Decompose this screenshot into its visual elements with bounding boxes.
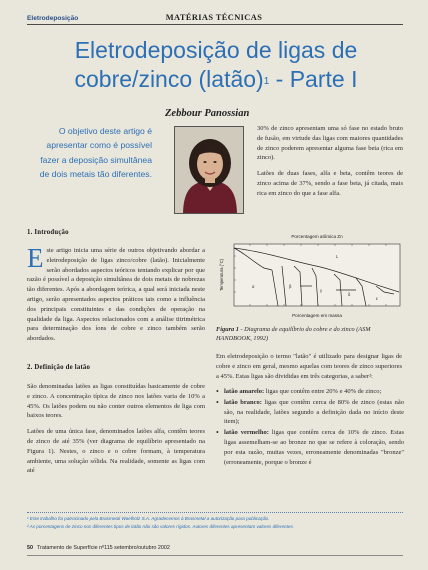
list-item-term: latão vermelho: <box>224 429 269 437</box>
y-axis-label: Temperatura (°C) <box>219 258 224 292</box>
list-item <box>216 428 404 467</box>
section-label: Eletrodeposição <box>27 15 79 22</box>
figure-caption-label: Figura 1 <box>216 326 239 333</box>
list-item-text: ligas que contêm cerca de 10% de zinco. Estas ligas assemelham-se ao bronze no que se refere à coloração, sendo por esta razão, muitas vezes, erroneamente denominadas "bronze" (erroneamente, porque o bronze é <box>224 429 404 466</box>
title-line1: Eletrodeposição de ligas de <box>74 37 358 63</box>
title-line2: cobre/zinco (latão) <box>74 66 264 92</box>
title-line2-rest: - Parte I <box>269 66 358 92</box>
list-item-text: ligas que contêm entre 20% e 40% de zinco; <box>264 388 382 395</box>
author-portrait-image <box>175 127 244 214</box>
article-title <box>30 36 402 94</box>
section-heading-definition: 2. Definição de latão <box>27 364 91 371</box>
list-item-term: latão branco: <box>224 398 262 406</box>
svg-text:ε: ε <box>376 296 378 301</box>
right-intro-text <box>257 124 403 205</box>
paragraph: Latões de duas fases, alfa e beta, contêm teores de zinco acima de 37%, sendo a fase beta, já citada, mais rica em zinco do que a fase alfa. <box>257 170 403 197</box>
phase-diagram-figure <box>216 232 404 320</box>
footer-text: Tratamento de Superfície nº115 setembro/outubro 2002 <box>37 545 170 551</box>
svg-text:α: α <box>252 284 255 289</box>
phase-diagram <box>216 232 404 320</box>
svg-text:γ: γ <box>320 288 323 293</box>
author-photo <box>174 126 244 214</box>
column2-text <box>216 352 402 387</box>
section-heading-introduction: 1. Introdução <box>27 229 69 236</box>
title-footnote-mark: 1 <box>263 76 270 87</box>
list-item-text: ligas que contêm cerca de 80% de zinco (estas não são, na realidade, latões segundo a definição dada no início deste item); <box>224 398 404 426</box>
footnote-divider <box>27 512 403 513</box>
svg-text:δ: δ <box>348 292 351 297</box>
section-heading: MATÉRIAS TÉCNICAS <box>165 13 263 22</box>
paragraph: Em eletrodeposição o termo "latão" é utilizado para designar ligas de cobre e zinco em geral, mesmo aquelas com teores de zinco superiores a 45%. Estas ligas são divididas em três categorias, a saber²: <box>216 353 402 380</box>
svg-text:L: L <box>336 254 339 259</box>
figure-caption <box>216 325 402 343</box>
drop-cap: E <box>27 243 44 273</box>
bottom-axis-label: Porcentagem em massa <box>292 313 342 318</box>
header-rule <box>27 24 403 25</box>
brass-category-list <box>216 387 404 468</box>
introduction-text <box>27 243 205 350</box>
footnote-2: ² As porcentagens de zinco nos diferentes tipos de latão não são valores rígidos. Autores diferentes apresentam valores diferentes. <box>27 524 295 529</box>
page-footer <box>27 545 170 551</box>
paragraph: Latões de uma única fase, denominados latões alfa, contêm teores de zinco de até 35% (ver diagrama de equilíbrio apresentado na Figura 1). Nestes, o zinco e o cobre formam, à temperatura ambiente, uma solução sólida. Na realidade, somente as ligas com até <box>27 428 205 475</box>
pull-quote: O objetivo deste artigo é apresentar como é possível fazer a deposição simultânea de dois metais tão diferentes. <box>39 126 152 179</box>
paragraph: 30% de zinco apresentam uma só fase no estado bruto de fusão, em virtude das ligas com maiores quantidades de zinco poderem apresentar alguma fase beta (rica em zinco). <box>257 125 403 162</box>
paragraph: São denominadas latões as ligas constituídas basicamente de cobre e zinco. A concentração típica de zinco nos latões varia de 10% a 45%. Os latões podem ou não conter outros elementos de liga com baixos teores. <box>27 383 205 420</box>
figure-caption-text: - Diagrama de equilíbrio do cobre e do zinco (ASM HANDBOOK, 1992) <box>216 326 371 342</box>
paragraph: ste artigo inicia uma série de outros objetivando abordar a eletrodeposição de ligas zinco/cobre (latão). Inicialmente serão abordados aspectos teóricos tentando explicar por que razão é possível a deposição simultânea de dois metais de nobrezas tão diferentes. Após a abordagem teórica, a qual será iniciada neste artigo, serão apresentados aspectos práticos tais como a influência dos principais constituintes e das condições de operação na qualidade da liga. Aspectos relacionados com a análise titrimétrica para determinação dos íons de cobre e zinco também serão abordados. <box>27 247 205 343</box>
list-item-term: latão amarelo: <box>224 388 265 395</box>
footer-rule <box>27 555 403 556</box>
author-name: Zebbour Panossian <box>165 108 250 119</box>
list-item <box>216 387 404 397</box>
list-item <box>216 398 404 427</box>
definition-text <box>27 382 205 482</box>
top-axis-label: Porcentagem atômica Zn <box>291 234 343 239</box>
page-number: 50 <box>27 545 33 551</box>
footnote-1: ¹ Este trabalho foi patrocinado pela Brasmetal Waelholz S.A. Agradecemos à Brasmetal a autorização para publicação. <box>27 516 270 521</box>
svg-text:β: β <box>289 284 292 289</box>
